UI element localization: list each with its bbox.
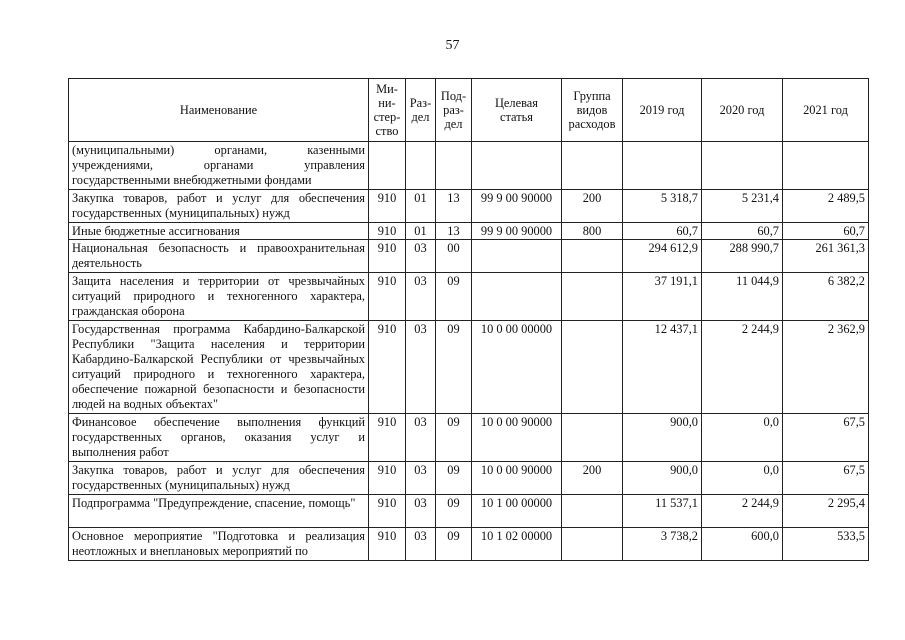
table-row: [69, 462, 869, 495]
row-2019: 900,0: [623, 414, 702, 462]
row-section: 01: [406, 223, 436, 240]
table-row: [69, 273, 869, 321]
row-group: [562, 321, 623, 414]
row-ministry: 910: [369, 223, 406, 240]
row-ministry: 910: [369, 321, 406, 414]
row-section: 01: [406, 190, 436, 223]
row-subsection: 00: [436, 240, 472, 273]
row-section: [406, 142, 436, 190]
row-group: [562, 273, 623, 321]
row-2019: 294 612,9: [623, 240, 702, 273]
row-name: Иные бюджетные ассигнования: [69, 223, 369, 240]
row-2019: 900,0: [623, 462, 702, 495]
row-2019: 37 191,1: [623, 273, 702, 321]
table-row: [69, 528, 869, 561]
row-target: 10 1 02 00000: [472, 528, 562, 561]
row-2021: 2 489,5: [783, 190, 869, 223]
row-name: Закупка товаров, работ и услуг для обеспечения государственных (муниципальных) нужд: [69, 462, 369, 495]
row-target: [472, 273, 562, 321]
row-section: 03: [406, 240, 436, 273]
row-target: 10 0 00 00000: [472, 321, 562, 414]
table-row: [69, 190, 869, 223]
row-section: 03: [406, 462, 436, 495]
row-group: 200: [562, 462, 623, 495]
row-subsection: 09: [436, 321, 472, 414]
row-2019: [623, 142, 702, 190]
row-subsection: 13: [436, 190, 472, 223]
table-row: [69, 223, 869, 240]
row-group: [562, 142, 623, 190]
row-2021: 60,7: [783, 223, 869, 240]
header-subsection: Под- раз- дел: [436, 79, 472, 142]
row-2021: 6 382,2: [783, 273, 869, 321]
row-2019: 5 318,7: [623, 190, 702, 223]
row-group: [562, 414, 623, 462]
row-target: 10 0 00 90000: [472, 414, 562, 462]
row-section: 03: [406, 273, 436, 321]
row-ministry: 910: [369, 495, 406, 528]
header-2019: 2019 год: [623, 79, 702, 142]
row-ministry: [369, 142, 406, 190]
row-subsection: 09: [436, 462, 472, 495]
row-2021: 67,5: [783, 414, 869, 462]
header-section: Раз- дел: [406, 79, 436, 142]
row-group: [562, 528, 623, 561]
row-2019: 60,7: [623, 223, 702, 240]
row-group: [562, 240, 623, 273]
row-2021: 533,5: [783, 528, 869, 561]
row-subsection: 09: [436, 273, 472, 321]
row-2019: 3 738,2: [623, 528, 702, 561]
row-subsection: 13: [436, 223, 472, 240]
row-name: Подпрограмма "Предупреждение, спасение, помощь": [69, 495, 369, 528]
row-2020: 5 231,4: [702, 190, 783, 223]
row-2021: 261 361,3: [783, 240, 869, 273]
table-header-row: [69, 79, 869, 142]
row-2021: [783, 142, 869, 190]
row-ministry: 910: [369, 273, 406, 321]
row-2020: 11 044,9: [702, 273, 783, 321]
row-section: 03: [406, 414, 436, 462]
row-target: [472, 240, 562, 273]
row-subsection: 09: [436, 495, 472, 528]
table-row: [69, 142, 869, 190]
row-name: (муниципальными) органами, казенными учреждениями, органами управления государственными внебюджетными фондами: [69, 142, 369, 190]
header-name: Наименование: [69, 79, 369, 142]
row-section: 03: [406, 321, 436, 414]
row-2019: 11 537,1: [623, 495, 702, 528]
row-2020: 0,0: [702, 414, 783, 462]
row-ministry: 910: [369, 528, 406, 561]
row-target: [472, 142, 562, 190]
row-name: Национальная безопасность и правоохранительная деятельность: [69, 240, 369, 273]
header-2021: 2021 год: [783, 79, 869, 142]
header-group: Группа видов расходов: [562, 79, 623, 142]
row-target: 10 1 00 00000: [472, 495, 562, 528]
row-ministry: 910: [369, 240, 406, 273]
row-2020: 288 990,7: [702, 240, 783, 273]
row-target: 99 9 00 90000: [472, 190, 562, 223]
row-2020: 0,0: [702, 462, 783, 495]
header-2020: 2020 год: [702, 79, 783, 142]
row-name: Основное мероприятие "Подготовка и реализация неотложных и внеплановых мероприятий по: [69, 528, 369, 561]
row-ministry: 910: [369, 462, 406, 495]
row-2020: 2 244,9: [702, 495, 783, 528]
row-2021: 67,5: [783, 462, 869, 495]
row-section: 03: [406, 495, 436, 528]
page-number: 57: [445, 38, 460, 53]
budget-table: [68, 78, 869, 561]
row-ministry: 910: [369, 414, 406, 462]
row-group: 800: [562, 223, 623, 240]
row-name: Защита населения и территории от чрезвычайных ситуаций природного и техногенного характера, гражданская оборона: [69, 273, 369, 321]
row-2021: 2 362,9: [783, 321, 869, 414]
table-row: [69, 321, 869, 414]
row-2020: 2 244,9: [702, 321, 783, 414]
row-name: Государственная программа Кабардино-Балкарской Республики "Защита населения и территории Кабардино-Балкарской Республики от чрезвычайных ситуаций природного и техногенного характера, обеспечение пожарной безопасности и безопасности людей на водных объектах": [69, 321, 369, 414]
row-2020: 600,0: [702, 528, 783, 561]
row-2020: 60,7: [702, 223, 783, 240]
header-ministry: Ми- ни- стер- ство: [369, 79, 406, 142]
row-group: 200: [562, 190, 623, 223]
row-target: 10 0 00 90000: [472, 462, 562, 495]
header-target: Целевая статья: [472, 79, 562, 142]
row-subsection: 09: [436, 528, 472, 561]
row-subsection: 09: [436, 414, 472, 462]
row-subsection: [436, 142, 472, 190]
row-group: [562, 495, 623, 528]
table-row: [69, 240, 869, 273]
row-name: Закупка товаров, работ и услуг для обеспечения государственных (муниципальных) нужд: [69, 190, 369, 223]
row-2020: [702, 142, 783, 190]
row-2021: 2 295,4: [783, 495, 869, 528]
row-target: 99 9 00 90000: [472, 223, 562, 240]
row-name: Финансовое обеспечение выполнения функций государственных органов, оказания услуг и выполнения работ: [69, 414, 369, 462]
row-ministry: 910: [369, 190, 406, 223]
table-row: [69, 414, 869, 462]
table-row: [69, 495, 869, 528]
row-2019: 12 437,1: [623, 321, 702, 414]
row-section: 03: [406, 528, 436, 561]
